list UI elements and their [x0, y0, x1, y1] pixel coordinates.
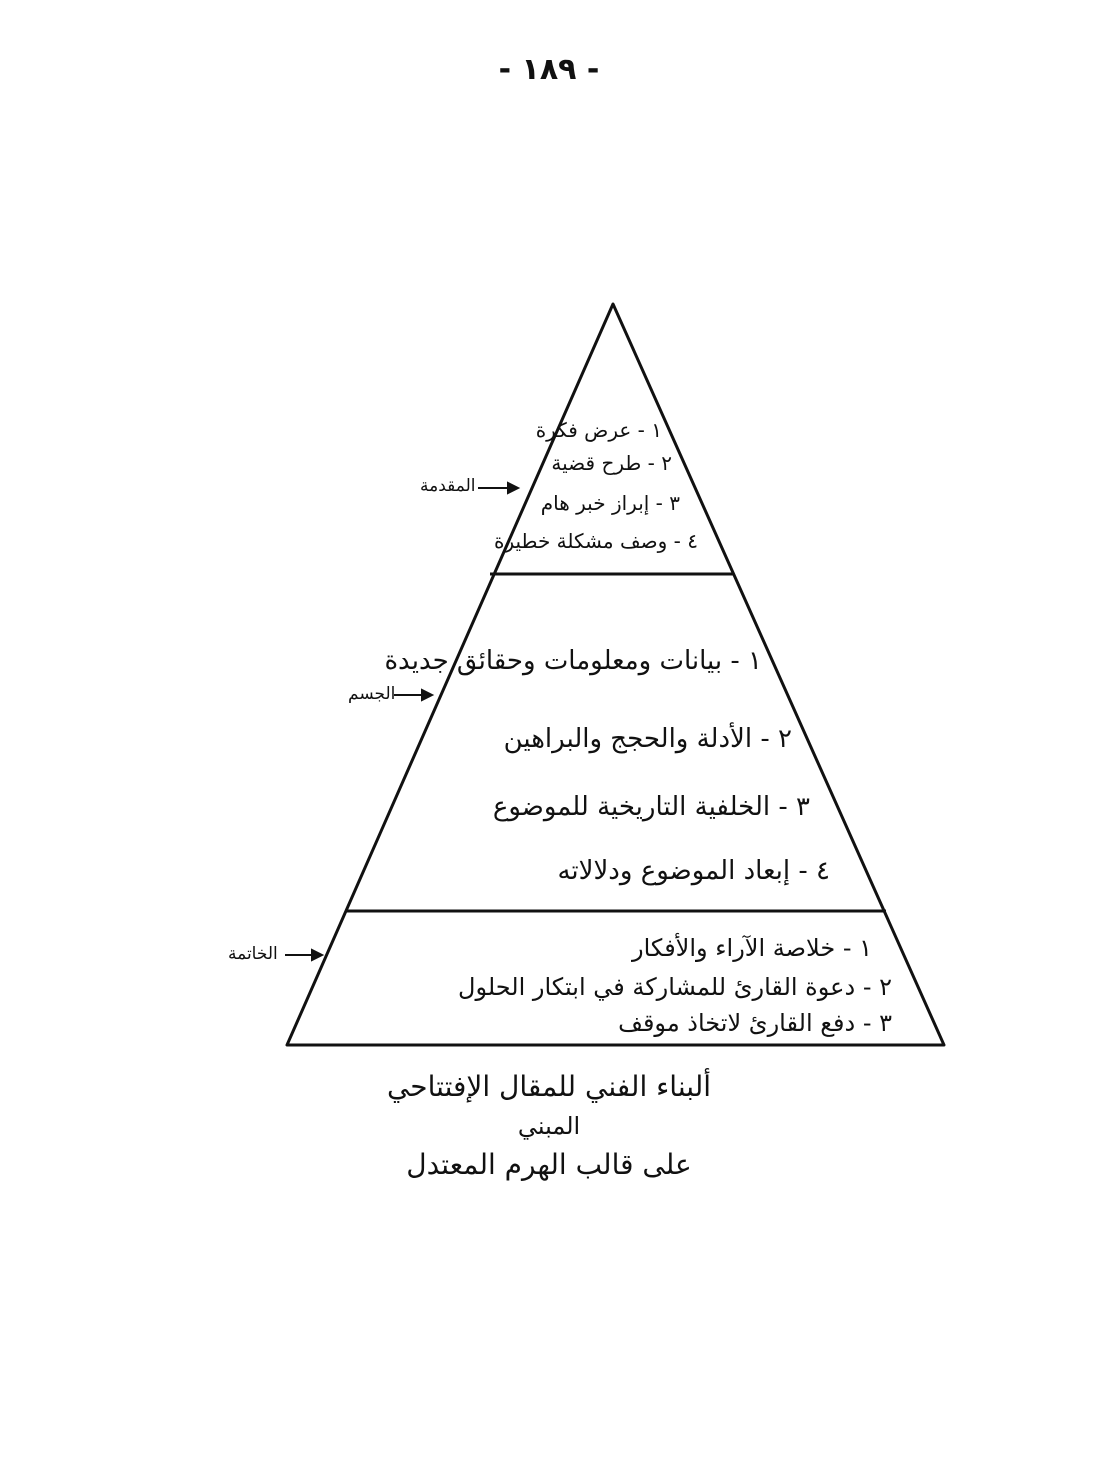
conclusion-item: [632, 934, 872, 962]
item-number: ٢ -: [647, 451, 672, 475]
caption-line-1: ألبناء الفني للمقال الإفتتاحي: [386, 1070, 712, 1103]
item-number: ٤ -: [798, 856, 830, 886]
introduction-item: [536, 418, 662, 442]
caption-line-3: على قالب الهرم المعتدل: [406, 1148, 692, 1181]
body-item: [384, 646, 762, 676]
conclusion-item: [458, 973, 892, 1001]
item-text: عرض فكرة: [535, 418, 632, 442]
item-text: إبراز خبر هام: [540, 491, 650, 515]
item-text: الأدلة والحجج والبراهين: [503, 724, 753, 754]
body-arrow: [394, 690, 432, 700]
item-text: بيانات ومعلومات وحقائق جديدة: [384, 646, 723, 676]
item-text: الخلفية التاريخية للموضوع: [492, 792, 771, 822]
item-number: ٣ -: [862, 1009, 892, 1037]
item-number: ١ -: [637, 418, 662, 442]
caption-line-2: المبني: [517, 1112, 581, 1140]
conclusion-arrow: [285, 950, 322, 960]
body-item: [504, 724, 792, 754]
item-text: إبعاد الموضوع ودلالاته: [557, 856, 791, 886]
item-number: ١ -: [842, 934, 872, 962]
item-number: ١ -: [730, 646, 762, 676]
body-item: [557, 856, 830, 886]
item-number: ٢ -: [760, 724, 792, 754]
introduction-label: المقدمة: [420, 476, 476, 496]
item-text: خلاصة الآراء والأفكار: [632, 934, 836, 962]
item-text: دفع القارئ لاتخاذ موقف: [618, 1009, 856, 1037]
introduction-item: [551, 451, 672, 475]
item-text: طرح قضية: [551, 451, 642, 475]
item-number: ٢ -: [862, 973, 892, 1001]
introduction-item: [494, 529, 698, 553]
conclusion-label: الخاتمة: [228, 944, 278, 964]
item-number: ٣ -: [778, 792, 810, 822]
item-text: دعوة القارئ للمشاركة في ابتكار الحلول: [458, 973, 856, 1001]
body-label: الجسم: [348, 684, 396, 704]
introduction-arrow: [478, 483, 518, 493]
item-text: وصف مشكلة خطيرة: [493, 529, 668, 553]
conclusion-item: [618, 1009, 892, 1037]
item-number: ٣ -: [655, 491, 680, 515]
introduction-item: [541, 491, 680, 515]
body-item: [493, 792, 810, 822]
item-number: ٤ -: [673, 529, 698, 553]
page-number: - ١٨٩ -: [498, 52, 600, 87]
